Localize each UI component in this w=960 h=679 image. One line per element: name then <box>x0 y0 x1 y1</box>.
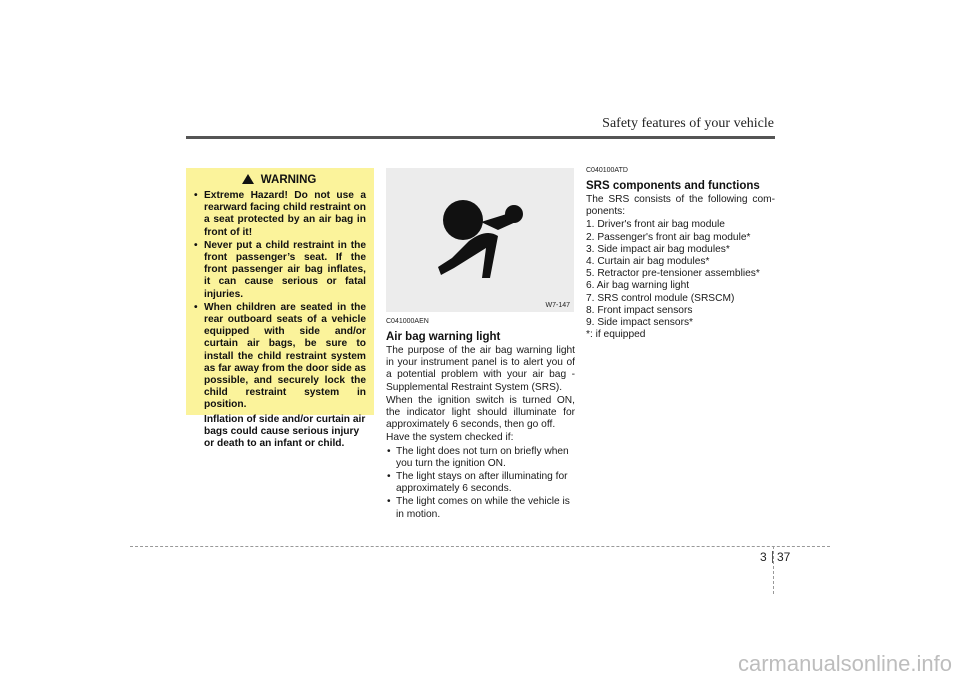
warning-title: WARNING <box>260 174 317 186</box>
list-item: *: if equipped <box>586 329 646 341</box>
paragraph: When the ignition switch is turned ON, the indicator light should illuminate for approximately 6 seconds, then go off. <box>386 394 575 431</box>
list-item: 7. SRS control module (SRSCM) <box>586 292 735 304</box>
header-rule <box>186 136 775 139</box>
list-item: 6. Air bag warning light <box>586 280 690 292</box>
airbag-warning-section <box>386 317 575 522</box>
image-code: W7-147 <box>545 302 570 309</box>
check-list <box>386 446 575 521</box>
warning-tail: Inflation of side and/or curtain air bags could cause serious injury or death to an infant or child. <box>204 413 366 450</box>
list-item: 2. Passenger's front air bag module* <box>586 231 751 243</box>
airbag-warning-light-icon <box>386 168 574 312</box>
paragraph: The purpose of the air bag warning light in your instrument panel is to alert you of a potential problem with your air bag - Supplemental Restraint System (SRS). <box>386 345 575 393</box>
paragraph: Have the system checked if: <box>386 432 514 444</box>
list-item: 4. Curtain air bag modules* <box>586 256 710 268</box>
watermark: carmanualsonline.info <box>737 651 952 676</box>
footer-vertical-rule <box>773 546 774 594</box>
page-separator <box>772 551 773 563</box>
list-item: • The light comes on while the vehicle is in motion. <box>387 496 570 520</box>
section-title: Air bag warning light <box>386 331 501 343</box>
list-item: • The light does not turn on briefly when you turn the ignition ON. <box>387 445 569 469</box>
srs-components-section <box>586 166 775 341</box>
component-list <box>586 219 775 341</box>
paragraph: The SRS consists of the following com-ponents: <box>586 194 775 218</box>
airbag-warning-image <box>386 168 574 312</box>
warning-list <box>192 190 366 412</box>
list-item: • The light stays on after illuminating for approximately 6 seconds. <box>387 471 568 495</box>
list-item: 5. Retractor pre-tensioner assemblies* <box>586 268 760 280</box>
chapter-number: 3 <box>760 550 767 564</box>
warning-triangle-icon <box>242 174 254 184</box>
list-item: 1. Driver's front air bag module <box>586 219 725 231</box>
section-title: SRS components and functions <box>586 180 760 192</box>
warning-item: • When children are seated in the rear outboard seats of a vehicle equipped with side and/or curtain air bags, be sure to install the child restraint system as far away from the door side as possible, and securely lock the child restraint system in position. <box>194 301 366 411</box>
section-code: C041000AEN <box>386 318 429 325</box>
warning-item: • Extreme Hazard! Do not use a rearward facing child restraint on a seat protected by an air bag in front of it! <box>194 190 366 238</box>
page-number: 37 <box>777 550 791 564</box>
list-item: 8. Front impact sensors <box>586 304 693 316</box>
warning-heading <box>192 174 366 186</box>
list-item: 3. Side impact air bag modules* <box>586 243 730 255</box>
warning-item: • Never put a child restraint in the front passenger’s seat. If the front passenger air bag inflates, it can cause serious or fatal injuries. <box>194 239 366 300</box>
page-header-title: Safety features of your vehicle <box>602 116 774 131</box>
footer-rule <box>130 546 830 547</box>
section-code: C040100ATD <box>586 167 628 174</box>
warning-box <box>186 168 374 450</box>
list-item: 9. Side impact sensors* <box>586 317 694 329</box>
